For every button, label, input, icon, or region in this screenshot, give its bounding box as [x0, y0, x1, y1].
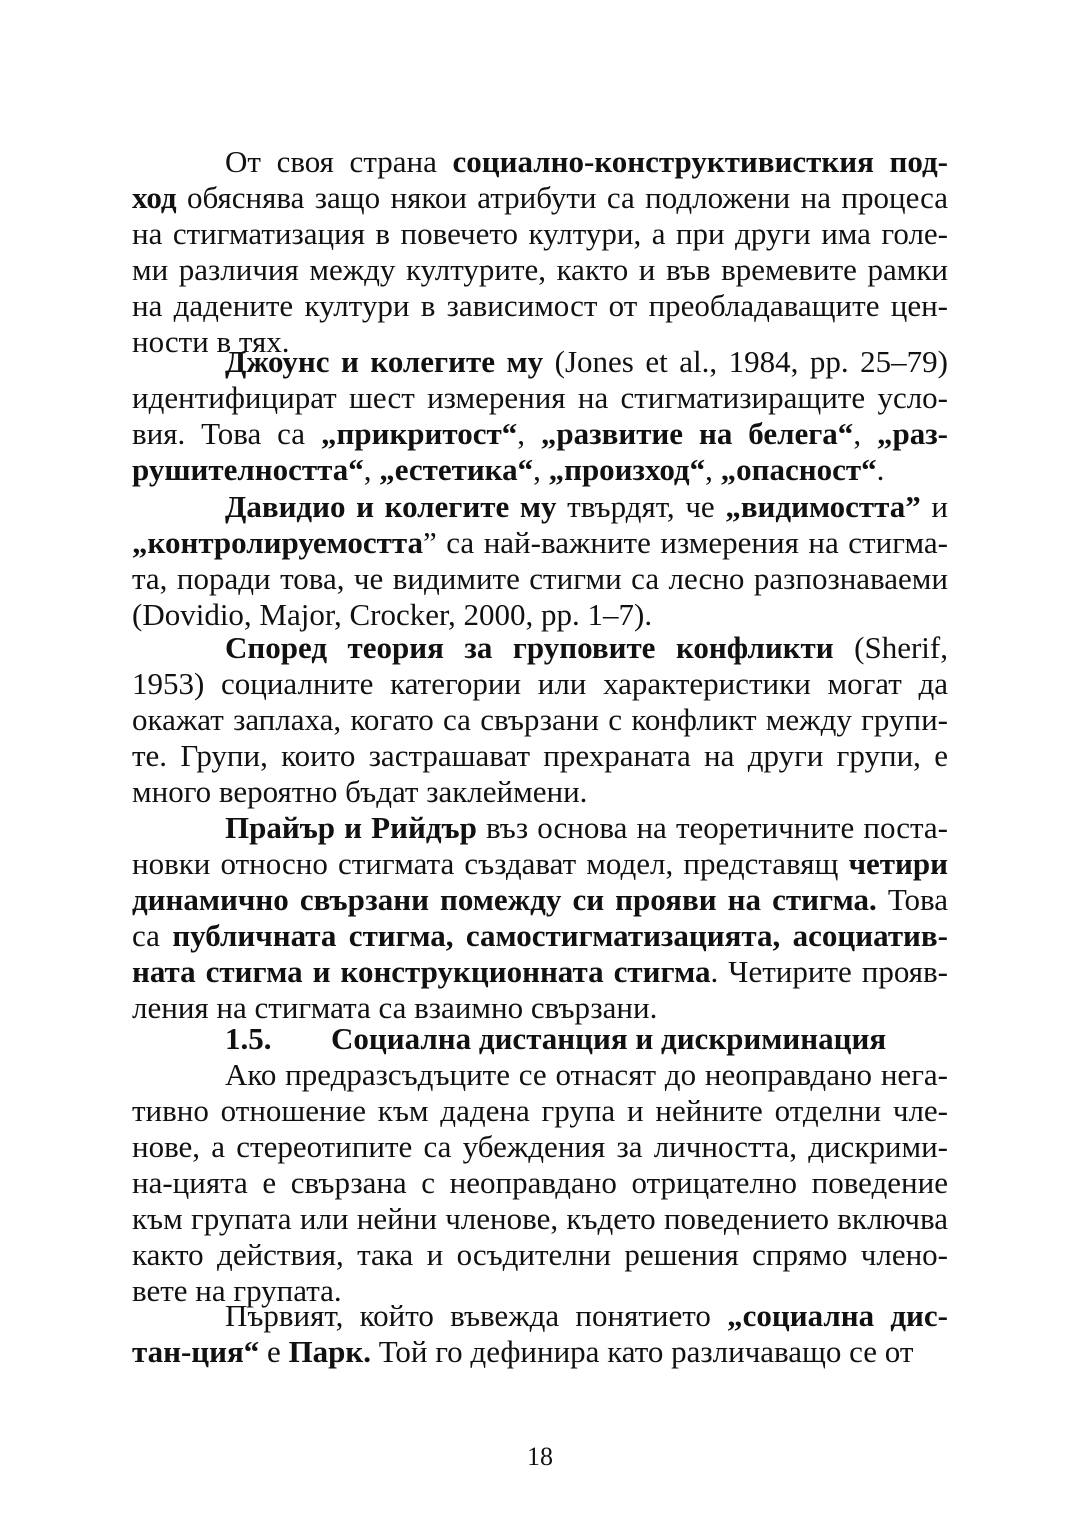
- text-line: [132, 416, 948, 452]
- text-run: ,: [363, 452, 380, 487]
- text-run: твърдят, че: [556, 489, 726, 524]
- bold-text: тан-ция“: [132, 1334, 260, 1369]
- text-line: [132, 1201, 948, 1237]
- text-run: на дадените култури в зависимост от преобладаващите цен-: [132, 288, 948, 323]
- bold-text: „естетика“: [379, 452, 534, 487]
- text-line: [132, 597, 948, 633]
- bold-text: Според теория за груповите конфликти: [225, 630, 834, 665]
- bold-text: „видимостта”: [725, 489, 921, 524]
- text-run: ,: [533, 452, 549, 487]
- bold-text: четири: [848, 846, 948, 881]
- text-run: ления на стигмата са взаимно свързани.: [132, 990, 658, 1025]
- text-run: нове, а стереотипите са убеждения за личността, дискрими-: [132, 1129, 948, 1164]
- text-run: са: [132, 918, 173, 953]
- text-run: ,: [705, 452, 721, 487]
- text-run: Той го дефинира като различаващо се от: [371, 1334, 914, 1369]
- page-number: 18: [527, 1442, 553, 1471]
- bold-text: „контролируемостта: [132, 525, 423, 560]
- text-line: [132, 1093, 948, 1129]
- text-run: . Четирите прояв-: [710, 954, 948, 989]
- text-line: [132, 738, 948, 774]
- text-line: [132, 252, 948, 288]
- bold-text: „прикритост“: [320, 416, 518, 451]
- text-run: и: [920, 489, 948, 524]
- bold-text: Парк.: [288, 1334, 372, 1369]
- text-run: въз основа на теоретичните поста-: [476, 810, 948, 845]
- text-line: [132, 180, 948, 216]
- text-run: вете на групата.: [132, 1273, 342, 1308]
- section-heading: [225, 1021, 886, 1057]
- text-run: новки относно стигмата създават модел, представящ: [132, 846, 849, 881]
- text-run: ми различия между културите, както и във времевите рамки: [132, 252, 948, 287]
- text-run: (Jones et al., 1984, pp. 25–79): [543, 344, 948, 379]
- text-run: на-цията е свързана с неоправдано отрицателно поведение: [132, 1165, 948, 1200]
- text-run: много вероятно бъдат заклеймени.: [132, 774, 588, 809]
- bold-text: динамично свързани помежду си прояви на стигма.: [132, 882, 877, 917]
- text-run: вия. Това са: [132, 416, 321, 451]
- text-run: (Dovidio, Major, Crocker, 2000, pp. 1–7).: [132, 597, 653, 632]
- bold-text: рушителността“: [132, 452, 364, 487]
- bold-text: „развитие на белега“: [540, 416, 854, 451]
- text-run: ” са най-важните измерения на стигма-: [422, 525, 948, 560]
- bold-text: Прайър и Рийдър: [225, 810, 477, 845]
- text-line: [225, 144, 948, 180]
- bold-text: „социална дис-: [727, 1298, 948, 1333]
- text-run: 1953) социалните категории или характеристики могат да: [132, 666, 948, 701]
- text-run: Ако предразсъдъците се отнасят до неоправдано нега-: [225, 1057, 948, 1092]
- text-line: [132, 380, 948, 416]
- text-line: [132, 954, 948, 990]
- bold-text: ход: [132, 180, 177, 215]
- text-run: ,: [853, 416, 877, 451]
- text-run: обяснява защо някои атрибути са подложени на процеса: [176, 180, 948, 215]
- text-run: те. Групи, които застрашават прехраната на други групи, е: [132, 738, 948, 773]
- text-run: Първият, който въвежда понятието: [225, 1298, 728, 1333]
- text-run: ности в тях.: [132, 324, 290, 359]
- text-run: е: [259, 1334, 289, 1369]
- text-line: [132, 1334, 948, 1370]
- text-run: окажат заплаха, когато са свързани с конфликт между групи-: [132, 702, 948, 737]
- text-line: [132, 452, 948, 488]
- bold-text: социално-конструктивисткия под-: [452, 144, 948, 179]
- bold-text: „раз-: [876, 416, 949, 451]
- text-line: [225, 630, 948, 666]
- text-run: на стигматизация в повечето култури, а при други има голе-: [132, 216, 948, 251]
- text-run: към групата или нейни членове, където поведението включва: [132, 1201, 948, 1236]
- text-run: та, поради това, че видимите стигми са лесно разпознаваеми: [132, 561, 948, 596]
- text-run: Това: [876, 882, 949, 917]
- text-line: [225, 1298, 948, 1334]
- bold-text: „опасност“: [720, 452, 877, 487]
- text-line: [225, 810, 948, 846]
- bold-text: „произход“: [548, 452, 706, 487]
- text-run: .: [876, 452, 885, 487]
- text-line: [132, 666, 948, 702]
- section-title: Социална дистанция и дискриминация: [331, 1021, 887, 1056]
- text-line: [132, 774, 948, 810]
- text-run: идентифицират шест измерения на стигматизиращите усло-: [132, 380, 948, 415]
- text-line: [225, 1057, 948, 1093]
- bold-text: публичната стигма, самостигматизацията, асоциатив-: [172, 918, 948, 953]
- bold-text: Джоунс и колегите му: [225, 344, 544, 379]
- text-line: [225, 344, 948, 380]
- bold-text: ната стигма и конструкционната стигма: [132, 954, 711, 989]
- text-line: [225, 489, 948, 525]
- text-line: [132, 288, 948, 324]
- text-run: От своя страна: [225, 144, 453, 179]
- text-line: [132, 1237, 948, 1273]
- text-run: тивно отношение към дадена група и нейните отделни чле-: [132, 1093, 948, 1128]
- text-line: [132, 561, 948, 597]
- text-line: [132, 846, 948, 882]
- text-line: [132, 525, 948, 561]
- bold-text: Давидио и колегите му: [225, 489, 557, 524]
- text-line: [132, 918, 948, 954]
- text-line: [132, 702, 948, 738]
- text-line: [132, 1165, 948, 1201]
- text-run: (Sherif,: [833, 630, 948, 665]
- text-run: ,: [517, 416, 541, 451]
- section-number: 1.5.: [225, 1021, 272, 1056]
- text-line: [132, 216, 948, 252]
- text-line: [132, 882, 948, 918]
- text-run: както действия, така и осъдителни решения спрямо члено-: [132, 1237, 948, 1272]
- text-line: [132, 1129, 948, 1165]
